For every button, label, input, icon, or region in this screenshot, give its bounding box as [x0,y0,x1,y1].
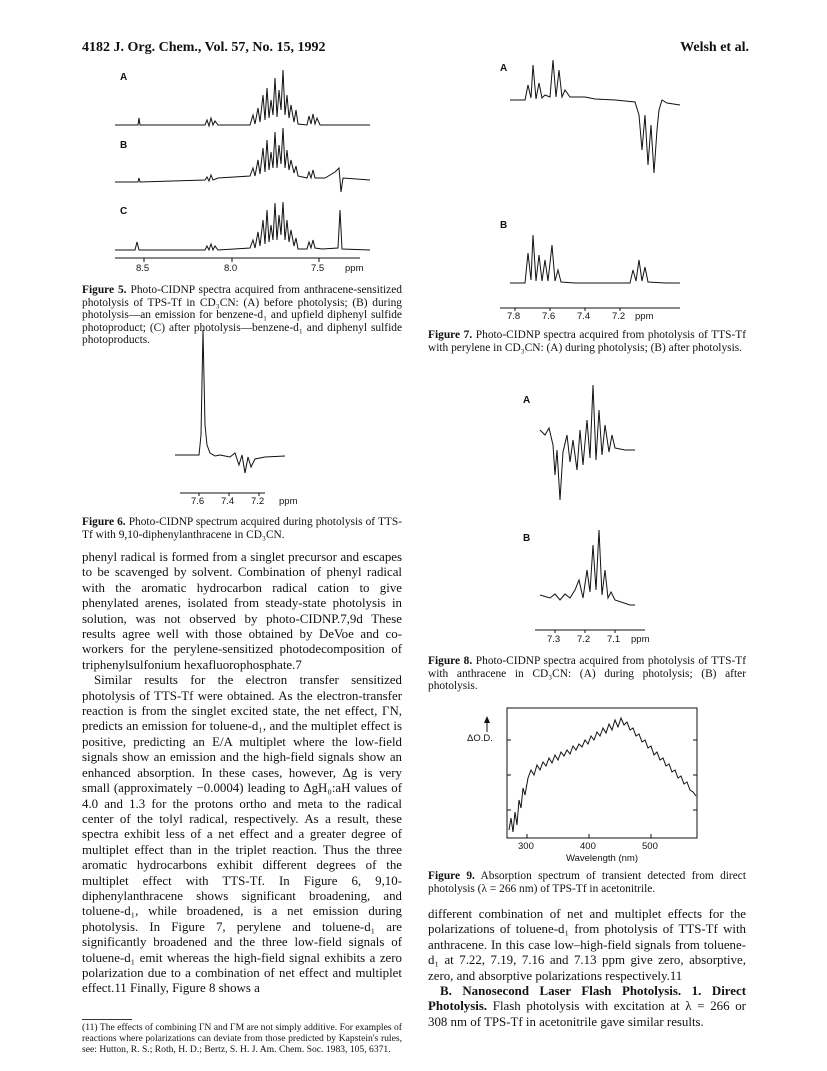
fig7-axis-unit: ppm [635,311,654,322]
fig5-tick-label: 8.0 [224,263,238,274]
paragraph [428,984,746,1030]
fig5-label-a: A [120,72,128,83]
fig9-tick-label: 500 [642,841,658,852]
figure-6-caption-label: Figure 6. [82,516,126,528]
footnote-11: (11) The effects of combining ΓN and ΓM are not simply additive. For examples of reactions where polarizations can deviate from those predicted by Kapstein's rules, see: Hutton, R. S.; Roth, H. D.; Bertz, S. H. J. Am. Chem. Soc. 1983, 105, 6371. [82,1022,402,1056]
fig5-tick-label: 7.5 [311,263,325,274]
fig9-ylabel: ΔO.D. [467,733,493,744]
figure-5 [110,60,380,280]
fig8-axis-unit: ppm [631,634,650,645]
fig7-tick-label: 7.8 [507,311,521,322]
fig5-trace-c [115,202,370,250]
fig8-label-b: B [523,533,531,544]
fig8-trace-b [540,530,635,605]
fig5-trace-b [115,128,370,192]
figure-6-caption [82,516,402,541]
fig5-trace-a [115,70,370,126]
fig6-tick-label: 7.6 [191,496,205,507]
fig9-trace [509,718,696,832]
fig8-trace-a [540,385,635,500]
fig6-axis-unit: ppm [279,496,298,507]
left-column-text [82,550,402,997]
figure-8-caption [428,655,746,693]
fig7-tick-label: 7.4 [577,311,591,322]
fig9-frame [507,708,697,838]
fig7-trace-a [510,60,680,173]
figure-5-caption-text: Photo-CIDNP spectra acquired from anthracene-sensitized photolysis of TPS-Tf in CD₃CN: (A) before photolysis; (B) during photolysis—an emission for benzene-d₁ and upfield diphenyl sulfide photoproduct; (C) after photolysis—benzene-d₁ and diphenyl sulfide photoproducts. [82,284,402,347]
figure-8-caption-text: Photo-CIDNP spectra acquired from photolysis of TTS-Tf with anthracene in CD₃CN: (A) during photolysis; (B) after photolysis. [428,655,746,693]
figure-8-spectra [515,380,695,650]
fig9-xlabel: Wavelength (nm) [566,853,638,864]
paragraph: Similar results for the electron transfer sensitized photolysis of TTS-Tf were obtained. As the electron-transfer reaction is from the singlet excited state, the net effect, ΓN, predicts an emission for toluene-d₁, and the multiplet effect is positive, predicting an E/A multiplet where the low-field signals show an emission and the high-field signals show an enhanced absorption. In these cases, however, Δg is very small (approximately −0.0004) leading to ΔgH₀:aH values of 4.0 and 1.3 for the protons ortho and meta to the radical center of the tolyl radical, respectively. As a result, these spectra exhibit less of a net effect and a greater degree of multiplet effect than in the triplet reaction. Thus the three aromatic hydrocarbons exhibit different degrees of the multiplet effect with TTS-Tf. In Figure 6, 9,10-diphenylanthracene shows significant broadening, and toluene-d₁, while broadened, is a net emission during photolysis. In Figure 7, perylene and toluene-d₁ are significantly broadened and the three low-field signals of toluene-d₁ emit whereas the high-field signal exhibits a zero polarization due to a combination of net effect and multiplet effect.11 Finally, Figure 8 shows a [82,673,402,996]
fig5-label-b: B [120,140,128,151]
paragraph: different combination of net and multiplet effects for the polarizations of toluene-d₁ from photolysis of TTS-Tf with anthracene. In this case low–high-field signals from toluene-d₁ at 7.22, 7.19, 7.16 and 7.13 ppm give zero, absorptive, zero, and absorptive polarizations respectively.11 [428,907,746,983]
fig8-tick-label: 7.2 [577,634,591,645]
fig7-trace-b [510,235,680,283]
section-heading: B. Nanosecond Laser Flash Photolysis. 1. Direct Photolysis. [428,984,746,1014]
fig7-tick-label: 7.2 [612,311,626,322]
footnote-rule [82,1019,132,1020]
figure-9-plot [465,700,715,860]
figure-6-caption-text: Photo-CIDNP spectrum acquired during photolysis of TTS-Tf with 9,10-diphenylanthracene in CD₃CN. [82,516,402,541]
fig6-tick-label: 7.2 [251,496,265,507]
fig5-tick-label: 8.5 [136,263,150,274]
figure-9-caption-text: Absorption spectrum of transient detected from direct photolysis (λ = 266 nm) of TPS-Tf in acetonitrile. [428,870,746,895]
fig7-label-b: B [500,220,508,231]
fig8-tick-label: 7.1 [607,634,621,645]
fig6-trace [175,330,285,473]
figure-9 [465,700,715,860]
fig6-tick-label: 7.4 [221,496,235,507]
figure-7-spectra [495,55,695,325]
fig9-tick-label: 300 [518,841,534,852]
figure-7-caption [428,329,746,354]
figure-9-caption-label: Figure 9. [428,870,475,882]
fig5-label-c: C [120,206,128,217]
figure-7 [495,55,695,325]
fig9-tick-label: 400 [580,841,596,852]
figure-7-caption-label: Figure 7. [428,329,473,341]
figure-7-caption-text: Photo-CIDNP spectra acquired from photolysis of TTS-Tf with perylene in CD₃CN: (A) during photolysis; (B) after photolysis. [428,329,746,354]
running-header: 4182 J. Org. Chem., Vol. 57, No. 15, 1992 [82,40,326,55]
paragraph: phenyl radical is formed from a singlet precursor and escapes to be scavenged by solvent. Combination of phenyl radical with the aromatic hydrocarbon radical cation to give phenylated arenes, isolated from steady-state photolysis in solution, was not observed by photo-CIDNP.7,9d These results agree well with those obtained by DeVoe and co-workers for the perylene-sensitized photodecomposition of triphenylsulfonium hexafluorophosphate.7 [82,550,402,672]
figure-5-spectra [110,60,380,280]
fig8-label-a: A [523,395,531,406]
figure-9-caption [428,870,746,895]
figure-8 [515,380,695,650]
figure-6 [175,325,305,510]
fig7-tick-label: 7.6 [542,311,556,322]
figure-6-spectrum [175,325,305,510]
paragraph-text: Flash photolysis with excitation at λ = 266 or 308 nm of TPS-Tf in acetonitrile gave similar results. [428,999,746,1029]
fig5-axis-unit: ppm [345,263,364,274]
fig8-tick-label: 7.3 [547,634,561,645]
figure-8-caption-label: Figure 8. [428,655,473,667]
author-header: Welsh et al. [680,40,749,55]
fig7-label-a: A [500,63,508,74]
right-column-text [428,907,746,1030]
figure-5-caption-label: Figure 5. [82,284,127,296]
